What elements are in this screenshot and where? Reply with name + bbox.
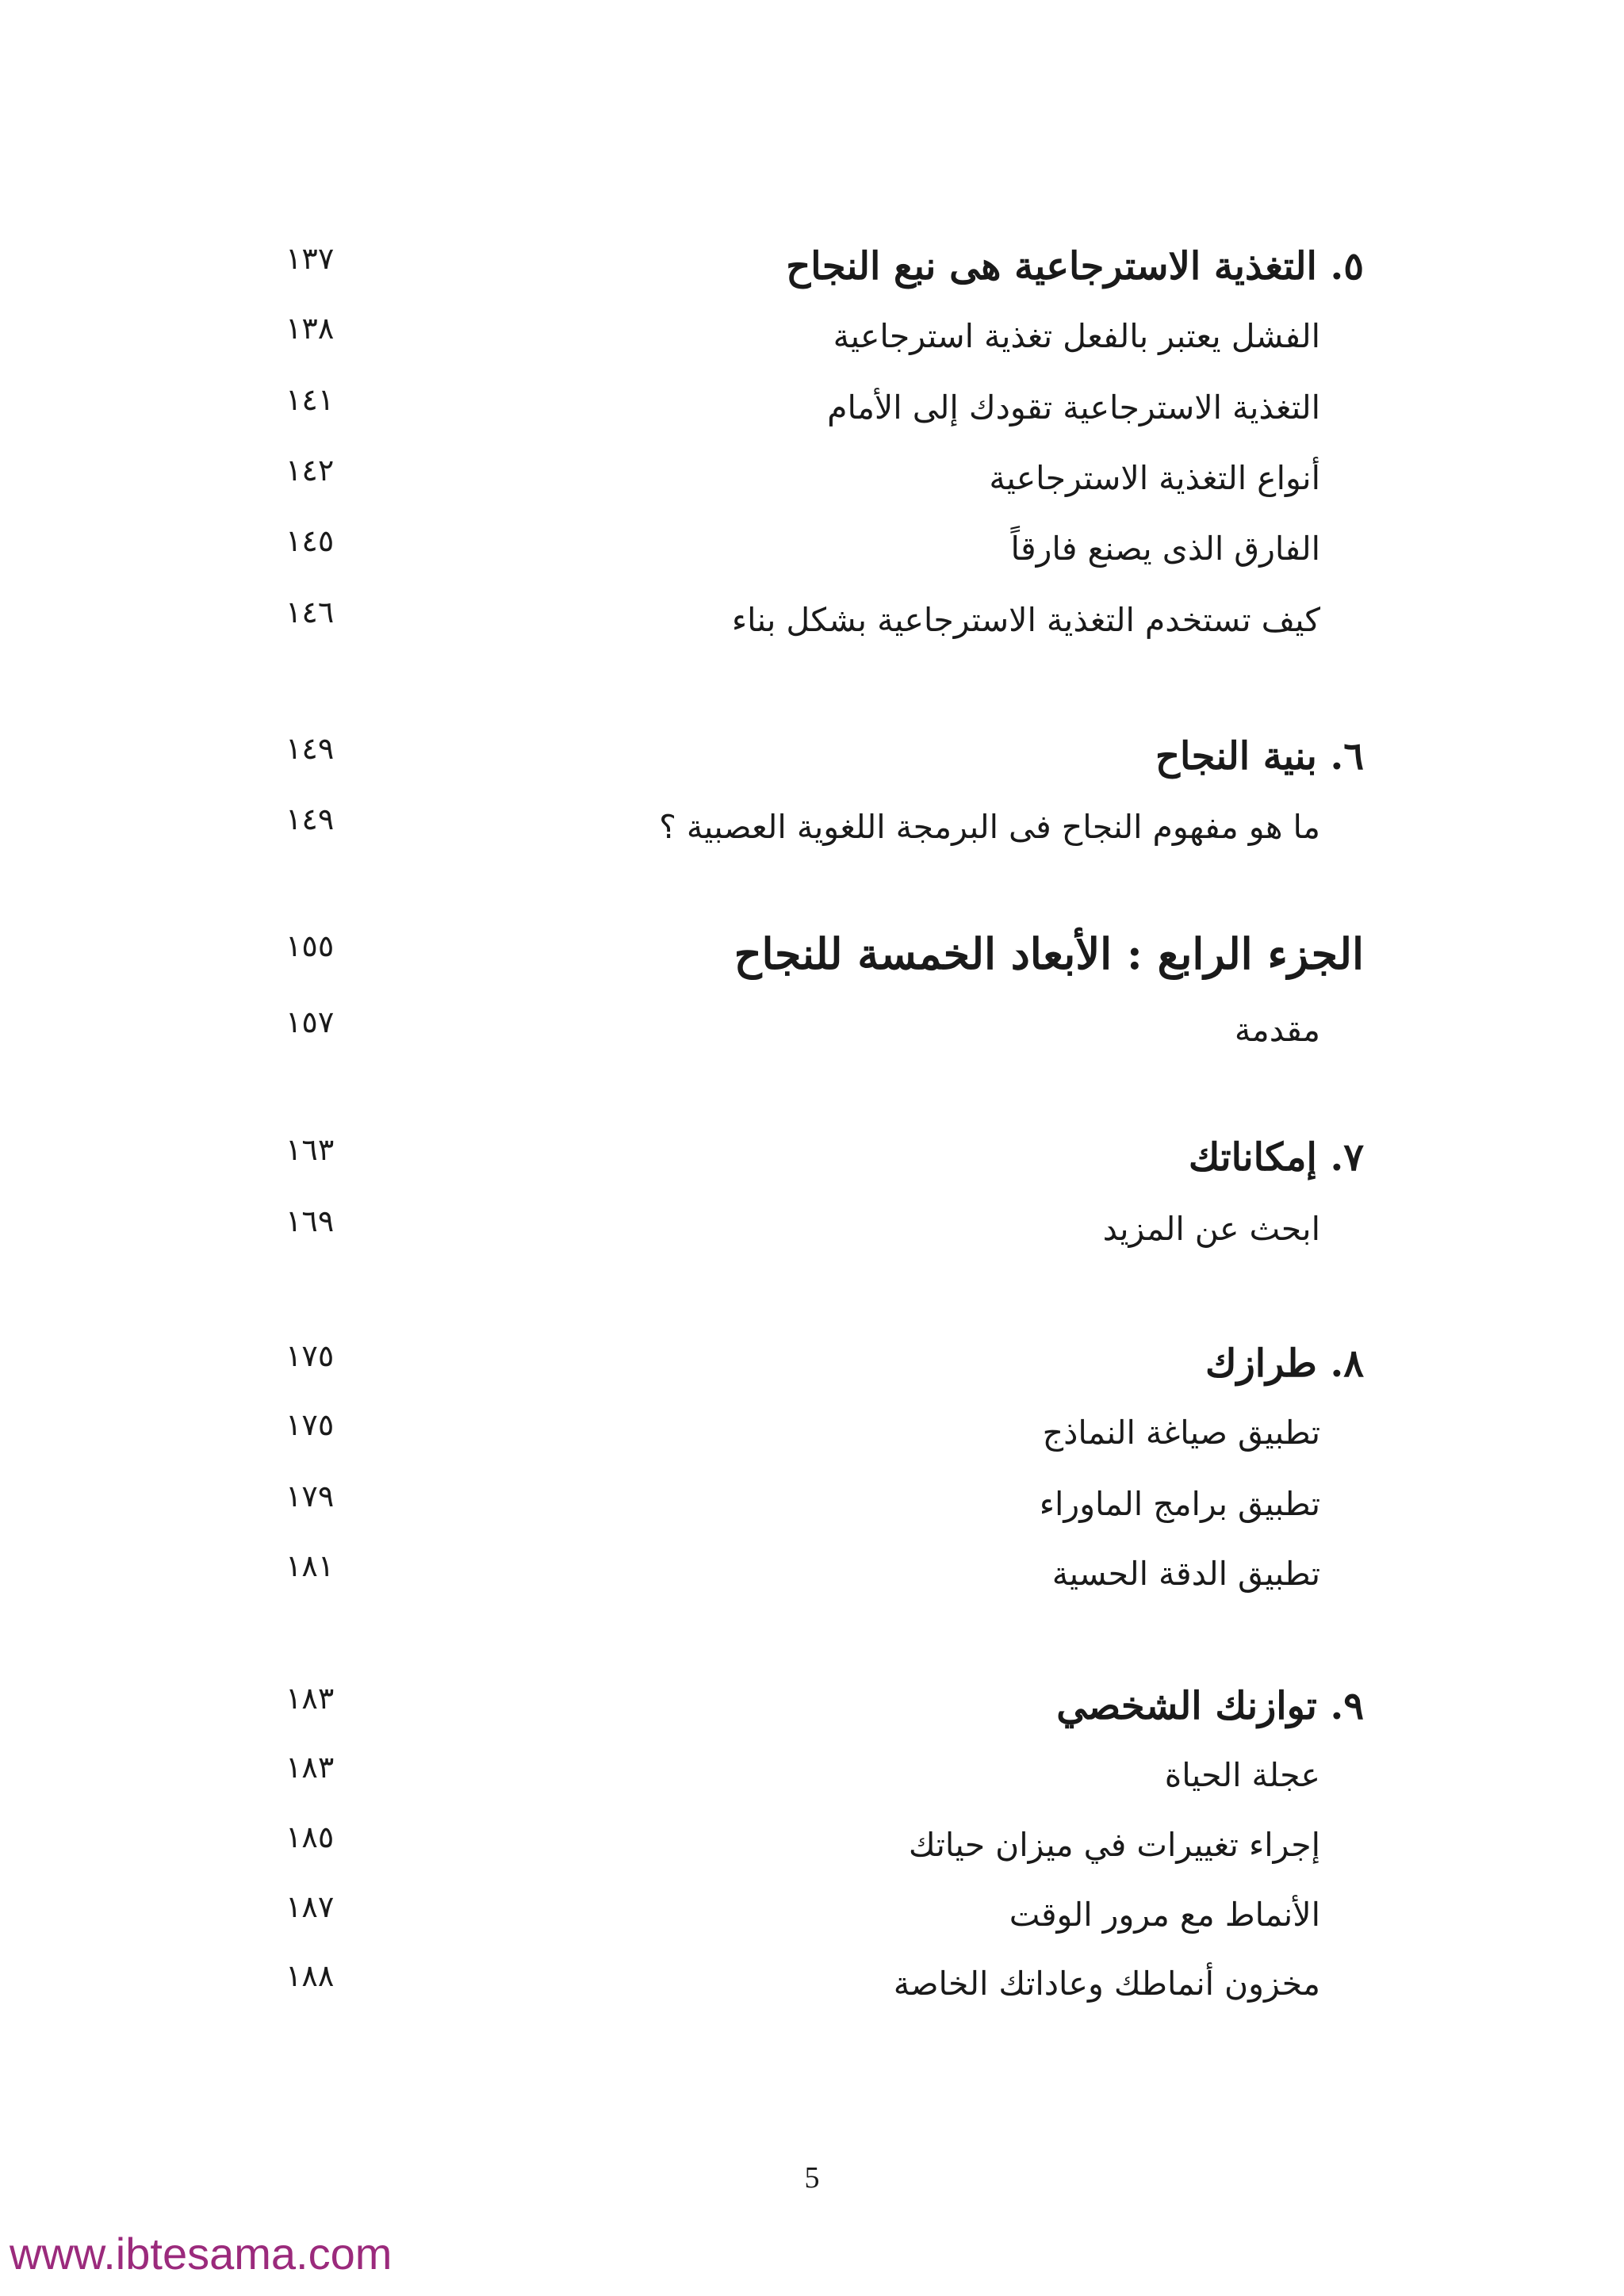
entry-page-number: ١٧٥	[285, 1407, 335, 1442]
toc-entry	[285, 1472, 1364, 1536]
entry-page-number: ١٤٦	[285, 595, 335, 629]
entry-title: الأنماط مع مرور الوقت	[1009, 1896, 1320, 1934]
toc-entry	[285, 998, 1364, 1062]
toc-entry	[285, 376, 1364, 439]
toc-entry	[285, 1197, 1364, 1261]
entry-title: ٧. إمكاناتك	[1188, 1135, 1364, 1180]
entry-title: تطبيق برامج الماوراء	[1039, 1485, 1320, 1523]
toc-entry	[285, 795, 1364, 859]
entry-page-number: ١٨٨	[285, 1958, 335, 1993]
entry-page-number: ١٨٣	[285, 1681, 335, 1716]
entry-page-number: ١٣٨	[285, 311, 335, 346]
chapter-7-entry	[285, 1126, 1364, 1189]
entry-page-number: ١٣٧	[285, 241, 335, 276]
entry-title: مخزون أنماطك وعاداتك الخاصة	[893, 1965, 1320, 2003]
entry-title: ٦. بنية النجاح	[1155, 734, 1364, 779]
toc-entry	[285, 1813, 1364, 1877]
toc-entry	[285, 1542, 1364, 1605]
entry-page-number: ١٧٩	[285, 1479, 335, 1513]
entry-title: تطبيق الدقة الحسية	[1051, 1555, 1320, 1593]
chapter-8-entry	[285, 1332, 1364, 1395]
entry-title: إجراء تغييرات في ميزان حياتك	[908, 1826, 1320, 1864]
toc-entry	[285, 1952, 1364, 2015]
entry-page-number: ١٦٩	[285, 1203, 335, 1238]
entry-title: تطبيق صياغة النماذج	[1042, 1414, 1320, 1452]
toc-entry	[285, 1743, 1364, 1807]
entry-page-number: ١٤٩	[285, 802, 335, 836]
entry-title: ما هو مفهوم النجاح فى البرمجة اللغوية العصبية ؟	[659, 808, 1320, 846]
table-of-contents	[285, 0, 1364, 2061]
entry-page-number: ١٨١	[285, 1548, 335, 1583]
entry-page-number: ١٨٣	[285, 1750, 335, 1785]
entry-title: ٨. طرازك	[1205, 1341, 1364, 1386]
toc-entry	[285, 1883, 1364, 1946]
toc-entry	[285, 446, 1364, 510]
entry-page-number: ١٧٥	[285, 1338, 335, 1373]
entry-page-number: ١٤٩	[285, 731, 335, 766]
entry-page-number: ١٥٧	[285, 1004, 335, 1039]
toc-entry	[285, 1401, 1364, 1464]
entry-title: الجزء الرابع : الأبعاد الخمسة للنجاح	[733, 928, 1364, 979]
entry-title: التغذية الاسترجاعية تقودك إلى الأمام	[827, 388, 1320, 427]
page-number: 5	[804, 2161, 820, 2195]
entry-title: مقدمة	[1234, 1011, 1320, 1049]
entry-page-number: ١٨٧	[285, 1889, 335, 1924]
entry-title: عجلة الحياة	[1164, 1756, 1320, 1794]
part-4-entry	[285, 922, 1364, 985]
entry-page-number: ١٤٥	[285, 523, 335, 558]
entry-title: ٩. توازنك الشخصي	[1056, 1684, 1364, 1728]
toc-entry	[285, 304, 1364, 368]
entry-page-number: ١٥٥	[285, 928, 335, 963]
toc-entry	[285, 517, 1364, 580]
toc-entry	[285, 588, 1364, 652]
entry-title: ابحث عن المزيد	[1102, 1210, 1320, 1248]
entry-title: أنواع التغذية الاسترجاعية	[989, 459, 1320, 497]
entry-title: كيف تستخدم التغذية الاسترجاعية بشكل بناء	[731, 601, 1320, 639]
entry-title: الفشل يعتبر بالفعل تغذية استرجاعية	[833, 317, 1320, 355]
entry-title: الفارق الذى يصنع فارقاً	[1010, 530, 1320, 568]
entry-page-number: ١٨٥	[285, 1820, 335, 1854]
entry-page-number: ١٤٢	[285, 453, 335, 488]
chapter-6-entry	[285, 725, 1364, 788]
entry-page-number: ١٤١	[285, 382, 335, 417]
entry-title: ٥. التغذية الاسترجاعية هى نبع النجاح	[786, 244, 1364, 289]
website-watermark: www.ibtesama.com	[10, 2229, 393, 2279]
chapter-5-entry	[285, 235, 1364, 298]
entry-page-number: ١٦٣	[285, 1132, 335, 1167]
chapter-9-entry	[285, 1674, 1364, 1738]
